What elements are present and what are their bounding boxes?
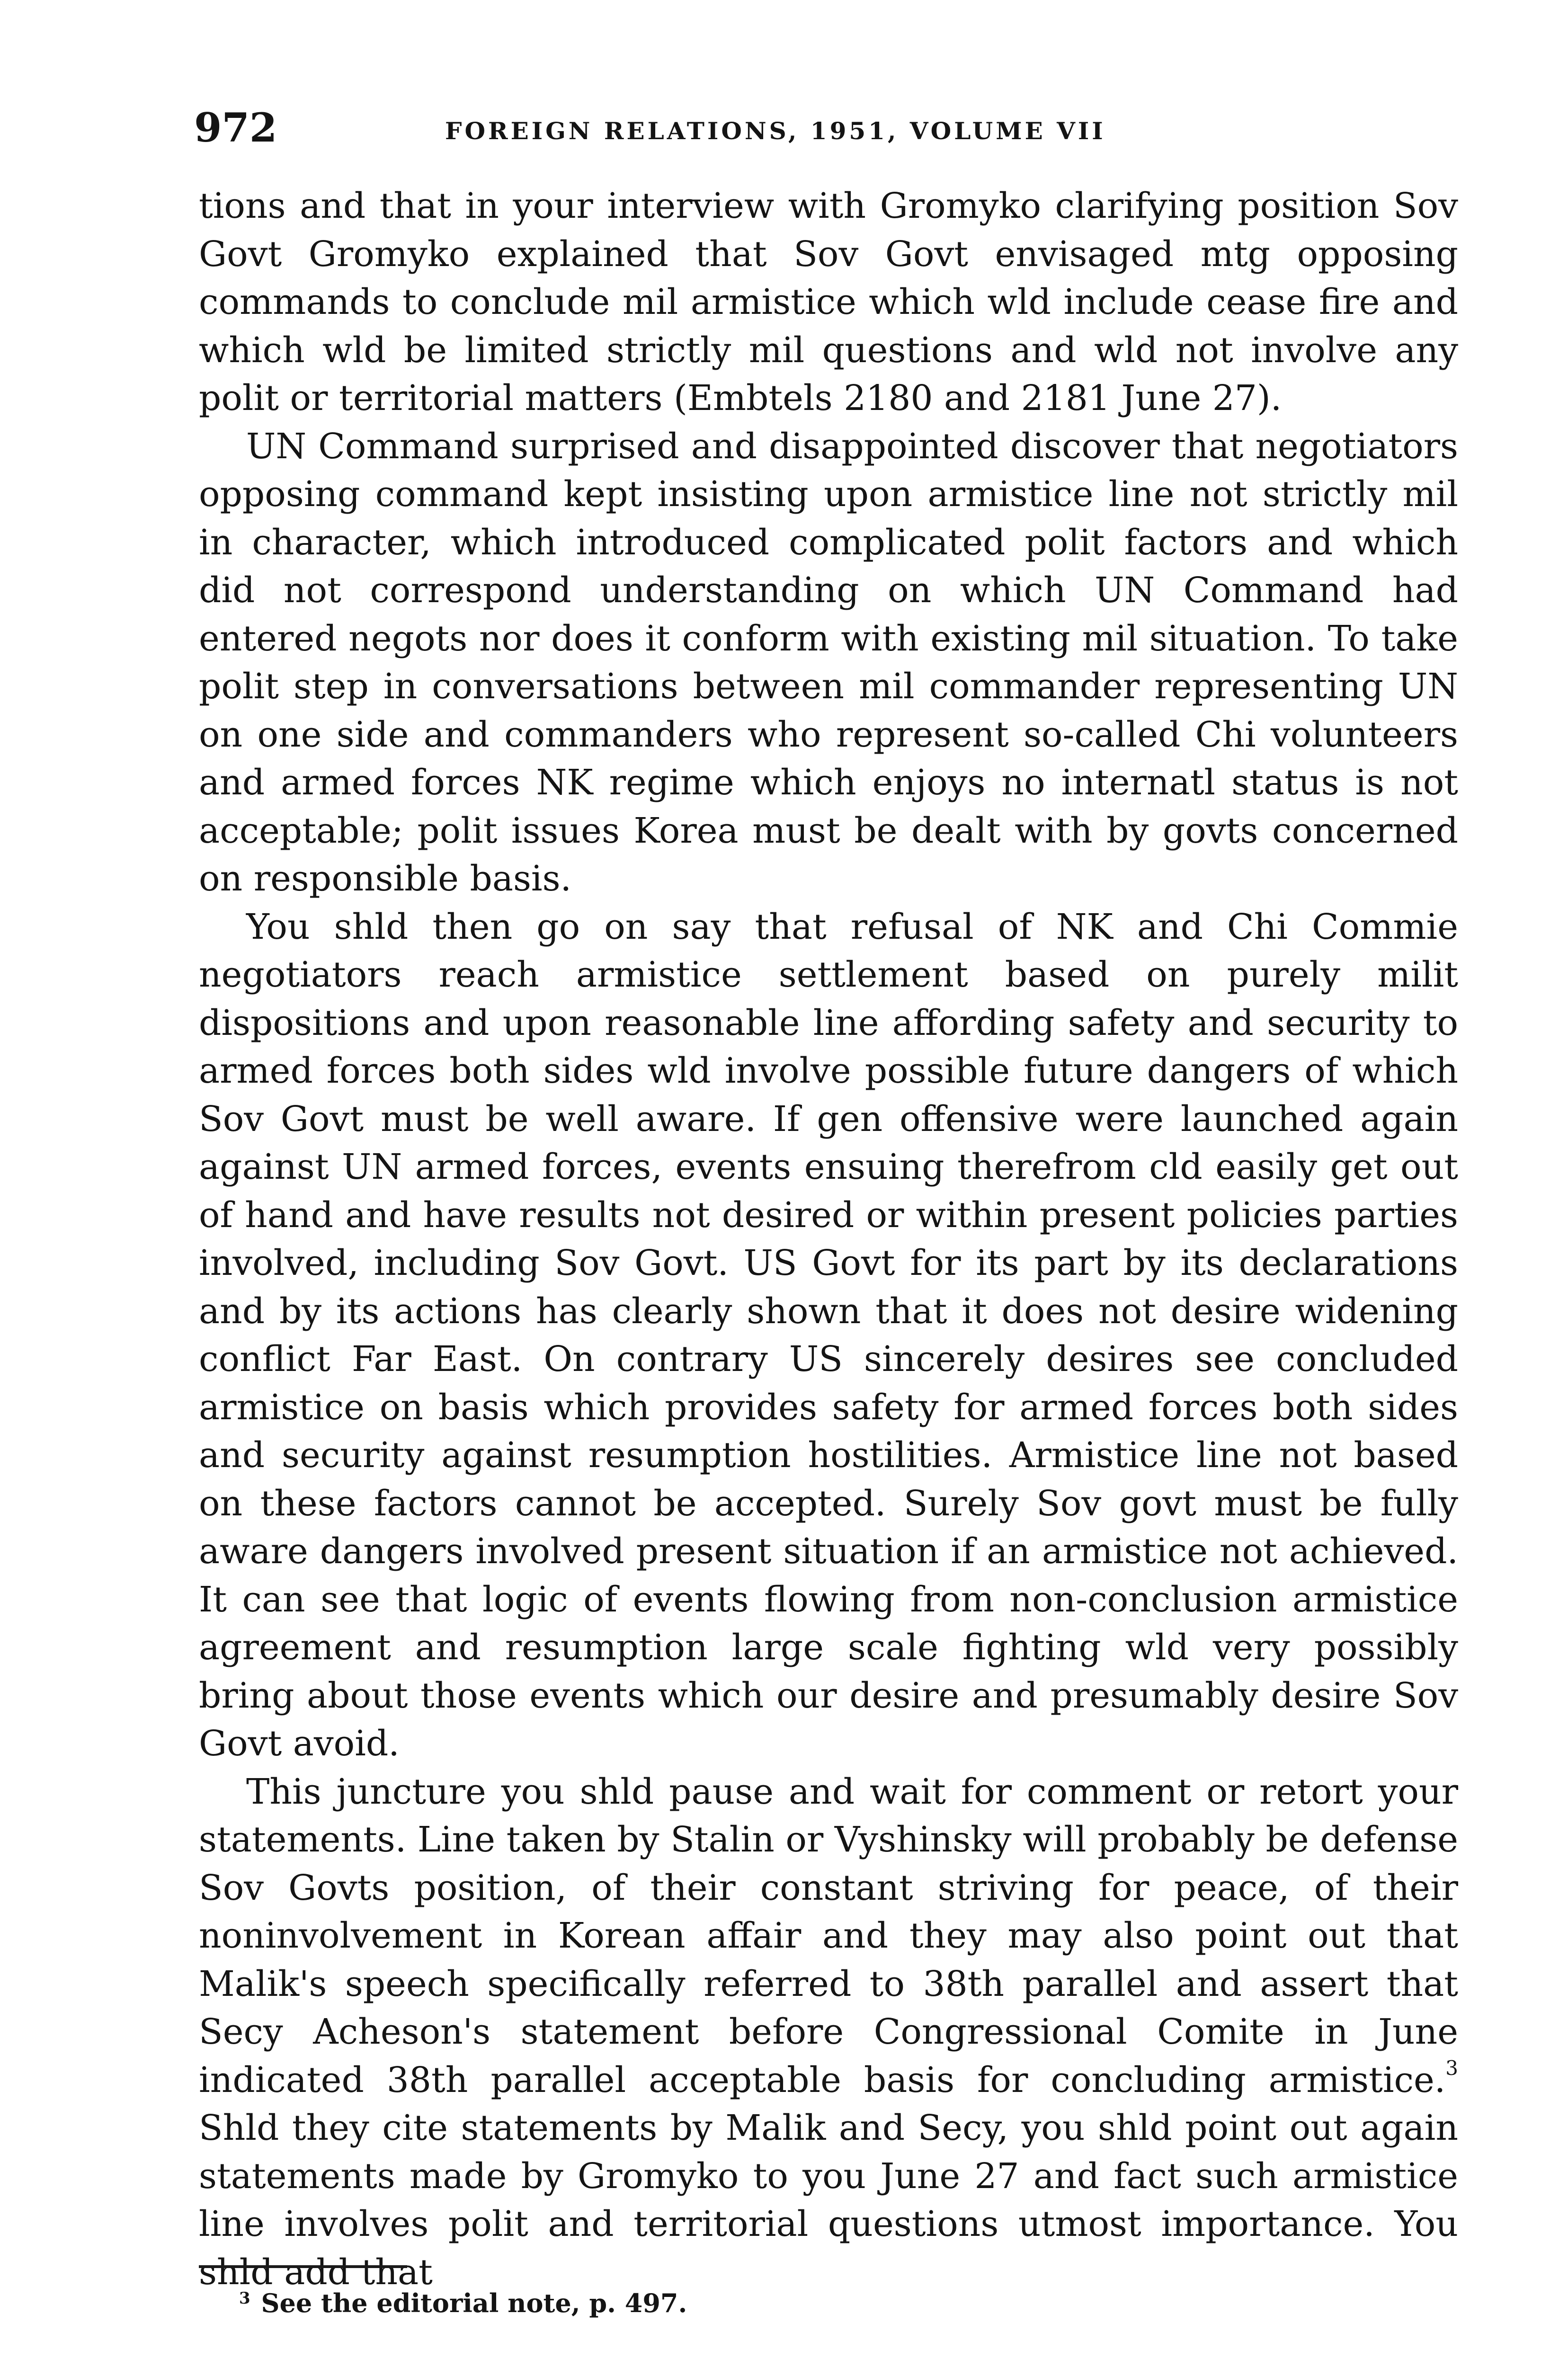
footnote — [239, 2284, 1375, 2322]
footnote-divider — [199, 2265, 407, 2268]
paragraph-2: UN Command surprised and disappointed discover that negotiators opposing command kept insisting upon armistice line not strictly mil in character, which introduced complicated polit factors and which did not correspond understanding on which UN Command had entered negots nor does it conform with existing mil situation. To take polit step in conversations between mil commander representing UN on one side and commanders who represent so-called Chi volunteers and armed forces NK regime which enjoys no internatl status is not acceptable; polit issues Korea must be dealt with by govts concerned on responsible basis. — [199, 426, 1458, 899]
footnote-reference: 3 — [1445, 2056, 1458, 2080]
paragraph-3: You shld then go on say that refusal of NK and Chi Commie negotiators reach armistice settlement based on purely milit dispositions and upon reasonable line affording safety and security to armed forces both sides wld involve possible future dangers of which Sov Govt must be well aware. If gen offensive were launched again against UN armed forces, events ensuing therefrom cld easily get out of hand and have results not desired or within present policies parties involved, including Sov Govt. US Govt for its part by its declarations and by its actions has clearly shown that it does not desire widening conflict Far East. On contrary US sincerely desires see concluded armistice on basis which provides safety for armed forces both sides and security against resumption hostilities. Armistice line not based on these factors cannot be accepted. Surely Sov govt must be fully aware dangers involved present situation if an armistice not achieved. It can see that logic of events flowing from non-conclusion armistice agreement and resumption large scale fighting wld very possibly bring about those events which our desire and presumably desire Sov Govt avoid. — [199, 906, 1458, 1764]
footnote-mark: 3 — [239, 2289, 250, 2308]
footnote-text: See the editorial note, p. 497. — [261, 2288, 687, 2318]
page-number: 972 — [194, 104, 277, 151]
paragraph-4-text: This juncture you shld pause and wait for comment or retort your statements. Line taken by Stalin or Vyshinsky will probably be defense Sov Govts position, of their constant striving for peace, of their noninvolvement in Korean affair and they may also point out that Malik's speech specifically referred to 38th parallel and assert that Secy Acheson's statement before Congressional Comite in June indicated 38th parallel acceptable basis for concluding armistice. — [199, 1771, 1458, 2100]
paragraph-4-continuation: Shld they cite statements by Malik and Secy, you shld point out again statements made by Gromyko to you June 27 and fact such armistice line involves polit and territorial questions utmost importance. You shld add that — [199, 2108, 1458, 2293]
running-title: FOREIGN RELATIONS, 1951, VOLUME VII — [445, 117, 1106, 145]
paragraph-1: tions and that in your interview with Gromyko clarifying position Sov Govt Gromyko explained that Sov Govt envisaged mtg opposing commands to conclude mil armistice which wld include cease fire and which wld be limited strictly mil questions and wld not involve any polit or territorial matters (Embtels 2180 and 2181 June 27). — [199, 186, 1458, 418]
running-header — [194, 102, 1468, 154]
paragraph-4 — [199, 1768, 1458, 2297]
body-text — [199, 182, 1458, 2296]
